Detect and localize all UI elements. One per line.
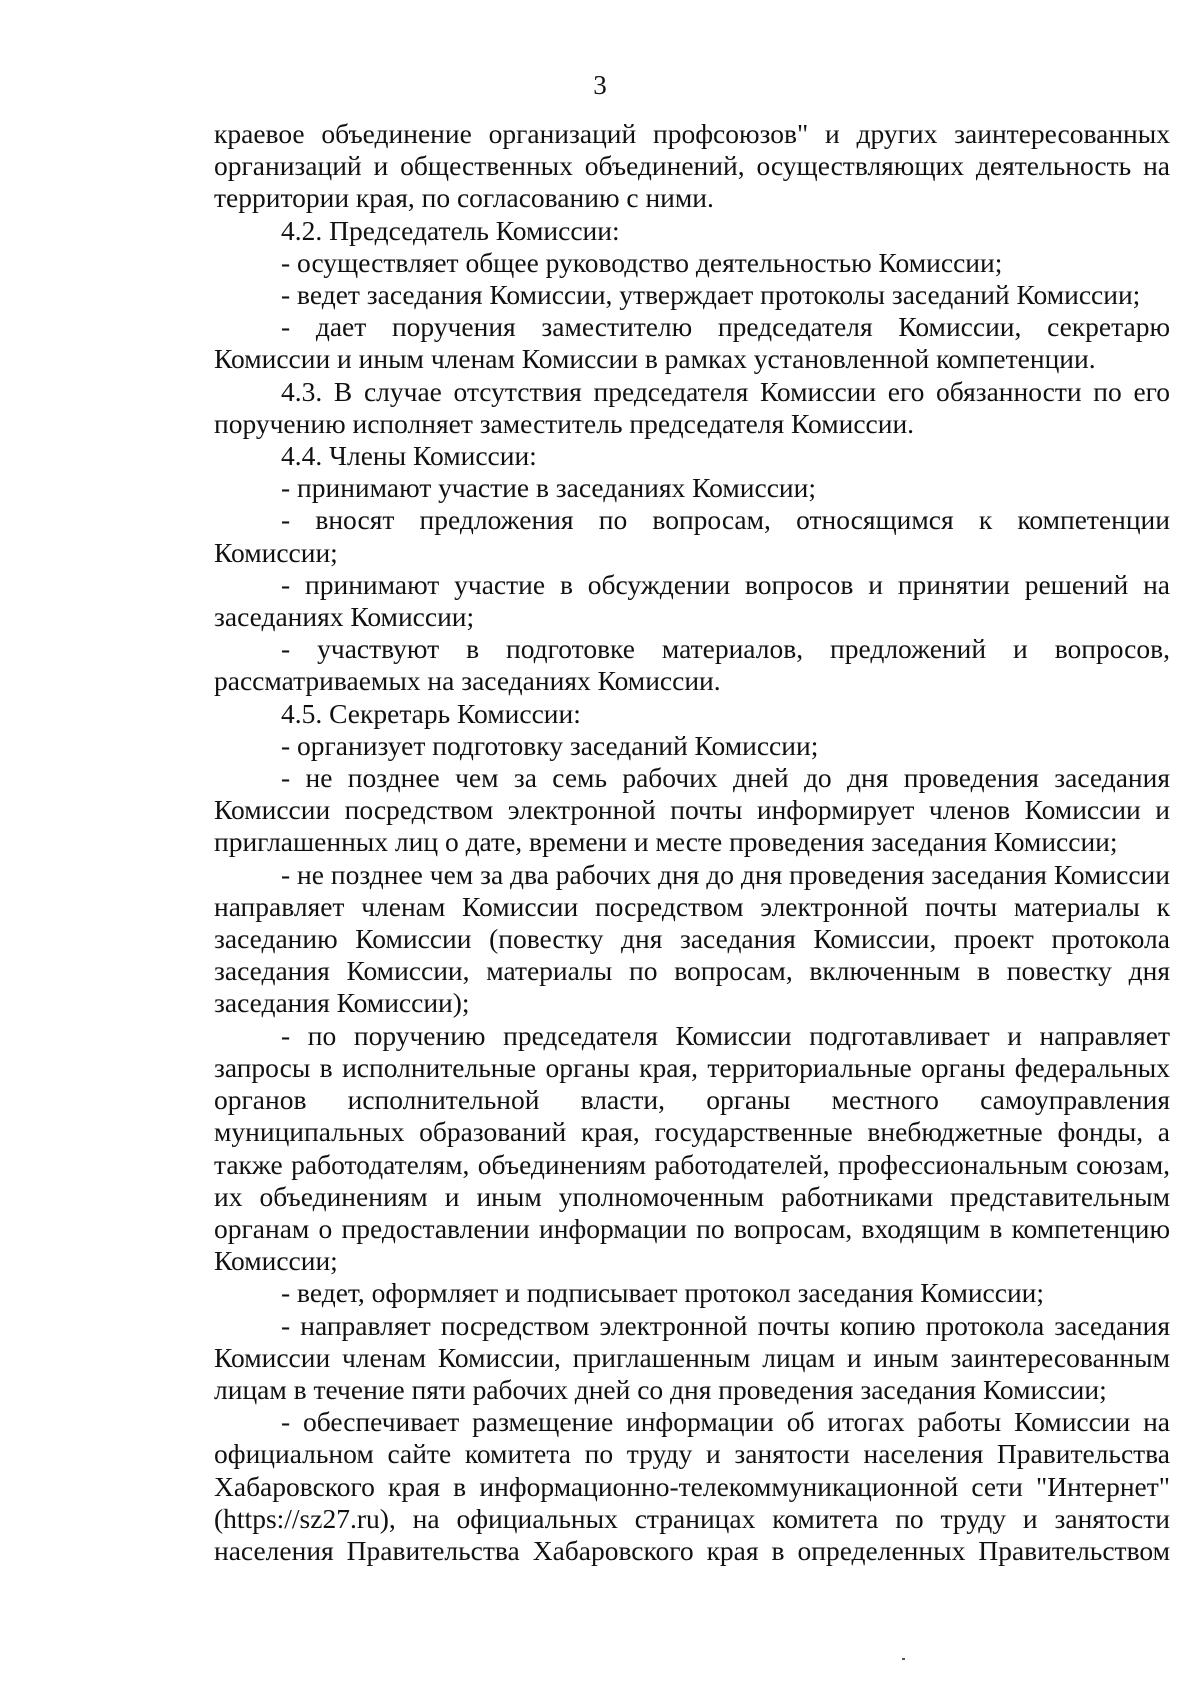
section-heading-4-5: 4.5. Секретарь Комиссии: — [281, 697, 581, 729]
document-body — [214, 118, 1170, 1567]
list-item: - принимают участие в обсуждении вопросов и принятии решений на заседаниях Комиссии; — [214, 568, 1170, 633]
section-heading-4-4: 4.4. Члены Комиссии: — [281, 440, 537, 472]
list-item: - обеспечивает размещение информации об итогах работы Комиссии на официальном сайте комитета по труду и занятости населения Правительства Хабаровского края в информационно-телекоммуникационной сети "Интернет" (https://sz27.ru), на официальных страницах комитета по труду и занятости населения Правительства Хабаровского края в определенных Правительством — [214, 1406, 1170, 1566]
list-item: - ведет заседания Комиссии, утверждает протоколы заседаний Комиссии; — [281, 279, 1141, 311]
list-item: - организует подготовку заседаний Комиссии; — [281, 729, 819, 761]
list-item: - направляет посредством электронной почты копию протокола заседания Комиссии членам Комиссии, приглашенным лицам и иным заинтересованным лицам в течение пяти рабочих дней со дня проведения заседания Комиссии; — [214, 1309, 1170, 1405]
list-item: - не позднее чем за два рабочих дня до дня проведения заседания Комиссии направляет членам Комиссии посредством электронной почты материалы к заседанию Комиссии (повестку дня заседания Комиссии, проект протокола заседания Комиссии, материалы по вопросам, включенным в повестку дня заседания Комиссии); — [214, 858, 1170, 1019]
list-item: - участвуют в подготовке материалов, предложений и вопросов, рассматриваемых на заседаниях Комиссии. — [214, 633, 1170, 697]
section-paragraph-4-3: 4.3. В случае отсутствия председателя Комиссии его обязанности по его поручению исполняет заместитель председателя Комиссии. — [214, 375, 1170, 439]
list-item: - вносят предложения по вопросам, относящимся к компетенции Комиссии; — [214, 504, 1170, 568]
list-item: - дает поручения заместителю председателя Комиссии, секретарю Комиссии и иным членам Комиссии в рамках установленной компетенции. — [214, 311, 1170, 375]
paragraph-continuation: краевое объединение организаций профсоюзов" и других заинтересованных организаций и общественных объединений, осуществляющих деятельность на территории края, по согласованию с ними. — [214, 118, 1170, 214]
list-item: - ведет, оформляет и подписывает протокол заседания Комиссии; — [281, 1277, 1045, 1309]
list-item: - осуществляет общее руководство деятельностью Комиссии; — [281, 246, 1003, 278]
list-item: - принимают участие в заседаниях Комиссии; — [281, 472, 816, 504]
scan-speck — [902, 1658, 905, 1660]
section-heading-4-2: 4.2. Председатель Комиссии: — [281, 214, 620, 246]
page-number: 3 — [593, 70, 607, 100]
list-item: - по поручению председателя Комиссии подготавливает и направляет запросы в исполнительные органы края, территориальные органы федеральных органов исполнительной власти, органы местного самоуправления муниципальных образований края, государственные внебюджетные фонды, а также работодателям, объединениям работодателей, профессиональным союзам, их объединениям и иным уполномоченным работниками представительным органам о предоставлении информации по вопросам, входящим в компетенцию Комиссии; — [214, 1019, 1170, 1277]
list-item: - не позднее чем за семь рабочих дней до дня проведения заседания Комиссии посредством электронной почты информирует членов Комиссии и приглашенных лиц о дате, времени и месте проведения заседания Комиссии; — [214, 762, 1170, 858]
